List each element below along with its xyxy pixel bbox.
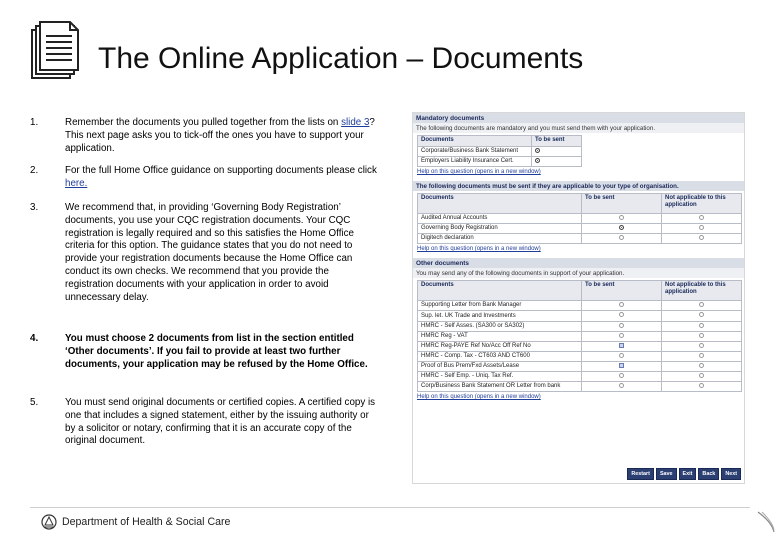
other-desc: You may send any of the following documents in support of your application. xyxy=(413,268,744,278)
not-applicable-radio[interactable] xyxy=(699,353,704,358)
to-be-sent-radio[interactable] xyxy=(619,302,624,307)
list-number: 3. xyxy=(30,202,39,213)
not-applicable-radio[interactable] xyxy=(699,383,704,388)
col-to-be-sent: To be sent xyxy=(582,194,662,214)
other-table xyxy=(417,280,742,392)
footer-department: Department of Health & Social Care xyxy=(62,516,231,528)
col-documents: Documents xyxy=(418,136,532,147)
slide-3-link[interactable]: slide 3 xyxy=(341,117,370,128)
list-text: You must choose 2 documents from list in the section entitled ‘Other documents’. If you fail to provide at least two further documents, your application may be refused by the Home Office. xyxy=(65,333,368,370)
list-number: 2. xyxy=(30,165,39,176)
mandatory-table xyxy=(417,135,582,167)
to-be-sent-radio[interactable] xyxy=(619,215,624,220)
table-row xyxy=(418,234,742,244)
exit-button[interactable]: Exit xyxy=(679,468,697,480)
guidance-here-link[interactable]: here. xyxy=(65,177,88,189)
col-to-be-sent: To be sent xyxy=(532,136,582,147)
col-documents: Documents xyxy=(418,281,582,301)
not-applicable-radio[interactable] xyxy=(699,302,704,307)
doc-name: HMRC - Self Emp. - Uniq. Tax Ref. xyxy=(418,371,582,381)
table-row xyxy=(418,361,742,371)
form-buttons xyxy=(627,468,741,480)
table-row xyxy=(418,331,742,341)
col-documents: Documents xyxy=(418,194,582,214)
save-button[interactable]: Save xyxy=(656,468,677,480)
table-row xyxy=(418,351,742,361)
doc-name: Supporting Letter from Bank Manager xyxy=(418,301,582,311)
not-applicable-radio[interactable] xyxy=(699,343,704,348)
list-text: You must send original documents or certified copies. A certified copy is one that includes a signed statement, either by the issuing authority or by a solicitor or notary, confirming that it is an accurate copy of the original document. xyxy=(65,397,376,447)
to-be-sent-radio[interactable] xyxy=(619,235,624,240)
corner-swoosh-icon xyxy=(756,510,776,534)
to-be-sent-radio[interactable] xyxy=(535,158,540,163)
doc-name: Proof of Bus Prem/Fxd Assets/Lease xyxy=(418,361,582,371)
to-be-sent-radio[interactable] xyxy=(619,323,624,328)
to-be-sent-radio[interactable] xyxy=(619,353,624,358)
not-applicable-radio[interactable] xyxy=(699,333,704,338)
crest-icon xyxy=(40,513,58,531)
not-applicable-radio[interactable] xyxy=(699,363,704,368)
footer-divider xyxy=(30,507,750,508)
table-row xyxy=(418,157,582,167)
table-row xyxy=(418,341,742,351)
restart-button[interactable]: Restart xyxy=(627,468,654,480)
not-applicable-radio[interactable] xyxy=(699,215,704,220)
not-applicable-radio[interactable] xyxy=(699,225,704,230)
to-be-sent-radio[interactable] xyxy=(619,383,624,388)
doc-name: Corporate/Business Bank Statement xyxy=(418,147,532,157)
conditional-table xyxy=(417,193,742,244)
to-be-sent-radio[interactable] xyxy=(619,373,624,378)
col-not-applicable: Not applicable to this application xyxy=(662,281,742,301)
list-number: 1. xyxy=(30,117,39,128)
doc-name: HMRC - Self Asses. (SA300 or SA302) xyxy=(418,321,582,331)
documents-icon xyxy=(30,20,82,82)
to-be-sent-radio[interactable] xyxy=(619,333,624,338)
list-text-post: ? This next page asks you to tick-off the ones you have to support your application. xyxy=(65,117,375,154)
table-row xyxy=(418,382,742,392)
help-link[interactable]: Help on this question (opens in a new window) xyxy=(417,246,541,253)
page-title: The Online Application – Documents xyxy=(98,42,584,75)
doc-name: HMRC Reg-PAYE Ref No/Acc Off Ref No xyxy=(418,341,582,351)
to-be-sent-radio[interactable] xyxy=(535,148,540,153)
doc-name: Digitech declaration xyxy=(418,234,582,244)
table-row xyxy=(418,371,742,381)
documents-form xyxy=(412,112,745,484)
not-applicable-radio[interactable] xyxy=(699,373,704,378)
help-link[interactable]: Help on this question (opens in a new window) xyxy=(417,394,541,401)
to-be-sent-radio[interactable] xyxy=(619,312,624,317)
table-row xyxy=(418,311,742,321)
list-number: 4. xyxy=(30,333,39,344)
not-applicable-radio[interactable] xyxy=(699,235,704,240)
not-applicable-radio[interactable] xyxy=(699,312,704,317)
table-row xyxy=(418,224,742,234)
doc-name: Corp/Business Bank Statement OR Letter from bank xyxy=(418,382,582,392)
list-number: 5. xyxy=(30,397,39,408)
other-heading: Other documents xyxy=(413,258,744,268)
help-link[interactable]: Help on this question (opens in a new window) xyxy=(417,169,541,176)
table-row xyxy=(418,147,582,157)
doc-name: HMRC Reg - VAT xyxy=(418,331,582,341)
list-text: Remember the documents you pulled together from the lists on xyxy=(65,117,342,128)
mandatory-heading: Mandatory documents xyxy=(413,113,744,123)
doc-name: Sup. let. UK Trade and Investments xyxy=(418,311,582,321)
list-text: For the full Home Office guidance on supporting documents please click xyxy=(65,165,377,176)
to-be-sent-checkbox[interactable] xyxy=(619,343,624,348)
col-to-be-sent: To be sent xyxy=(582,281,662,301)
not-applicable-radio[interactable] xyxy=(699,323,704,328)
next-button[interactable]: Next xyxy=(721,468,741,480)
to-be-sent-checkbox[interactable] xyxy=(619,363,624,368)
conditional-desc: The following documents must be sent if they are applicable to your type of organisation. xyxy=(413,181,744,191)
doc-name: Employers Liability Insurance Cert. xyxy=(418,157,532,167)
table-row xyxy=(418,214,742,224)
table-row xyxy=(418,321,742,331)
table-row xyxy=(418,301,742,311)
doc-name: Governing Body Registration xyxy=(418,224,582,234)
back-button[interactable]: Back xyxy=(698,468,719,480)
mandatory-desc: The following documents are mandatory and you must send them with your application. xyxy=(413,123,744,133)
col-not-applicable: Not applicable to this application xyxy=(662,194,742,214)
doc-name: HMRC - Comp. Tax - CT603 AND CT600 xyxy=(418,351,582,361)
to-be-sent-radio[interactable] xyxy=(619,225,624,230)
doc-name: Audited Annual Accounts xyxy=(418,214,582,224)
list-text: We recommend that, in providing ‘Governing Body Registration’ documents, you use your CQC registration documents. Your CQC registration is legally required and so this satisfies the Home Office criteria for this option. The guidance states that you do not need to provide your registration documents because the Home Office can conduct its own checks. We recommend that you provide the registration documents with your application in order to avoid unnecessary delay. xyxy=(65,202,354,303)
